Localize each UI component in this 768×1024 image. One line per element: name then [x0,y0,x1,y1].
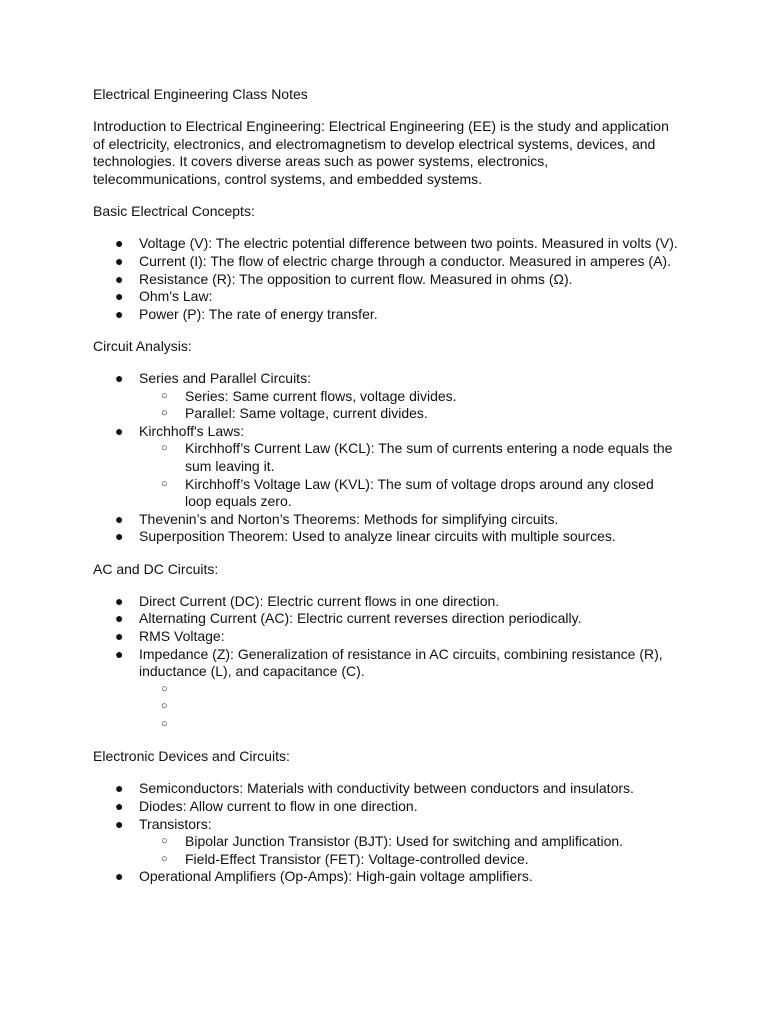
list-item: ● Semiconductors: Materials with conductivity between conductors and insulators. [115,780,634,797]
list-item: ● RMS Voltage: [115,628,225,644]
document-page [93,86,678,901]
hollow-bullet-icon: ○ [161,389,168,402]
circuit-analysis-list [93,370,678,546]
list-item: ● Diodes: Allow current to flow in one direction. [115,797,418,814]
intro-paragraph: Introduction to Electrical Engineering: Electrical Engineering (EE) is the study and application of electricity, electronics, and electromagnetism to develop electrical systems, devices, and technologies. It covers diverse areas such as power systems, electronics, telecommunications, control systems, and embedded systems. [93,118,669,187]
sublist [139,440,678,510]
bullet-icon: ● [115,780,124,797]
sublist-item: ○ Series: Same current flows, voltage divides. [161,387,457,404]
bullet-icon: ● [115,510,124,527]
bullet-icon: ● [115,528,124,545]
list-item: ● Impedance (Z): Generalization of resistance in AC circuits, combining resistance (R), inductance (L), and capacitance (C). ○ ○ ○ [93,646,678,734]
empty-sublist-item [139,681,678,699]
sublist [139,833,678,868]
bullet-icon: ● [115,797,124,814]
bullet-icon: ● [115,288,124,305]
section-heading-basic: Basic Electrical Concepts: [93,203,255,220]
hollow-bullet-icon: ○ [161,717,168,730]
bullet-icon: ● [115,305,124,322]
bullet-icon: ● [115,422,124,439]
bullet-icon: ● [115,235,124,252]
sublist-item: ○ Field-Effect Transistor (FET): Voltage-controlled device. [161,850,529,867]
empty-sublist [139,681,678,734]
hollow-bullet-icon: ○ [161,442,168,455]
hollow-bullet-icon: ○ [161,682,168,695]
list-item: ● Power (P): The rate of energy transfer. [115,305,378,322]
list-item: ● Ohm's Law: [115,288,213,305]
list-item: ● Thevenin’s and Norton’s Theorems: Methods for simplifying circuits. [115,510,559,527]
hollow-bullet-icon: ○ [161,852,168,865]
bullet-icon: ● [115,252,124,269]
list-item: ● Current (I): The flow of electric charge through a conductor. Measured in amperes (A). [115,252,671,269]
section-heading-devices: Electronic Devices and Circuits: [93,748,290,765]
bullet-icon: ● [115,815,124,832]
bullet-icon: ● [115,370,124,387]
sublist-item: ○ Kirchhoff’s Current Law (KCL): The sum of currents entering a node equals the sum leaving it. [161,440,673,475]
basic-concepts-list [93,235,678,323]
section-heading-acdc: AC and DC Circuits: [93,560,219,577]
sublist-item: ○ Bipolar Junction Transistor (BJT): Used for switching and amplification. [161,833,624,850]
bullet-icon: ● [115,270,124,287]
ac-dc-list [93,593,678,734]
empty-sublist-item [139,698,678,716]
bullet-icon: ● [115,868,124,885]
sublist [139,388,678,423]
bullet-icon: ● [115,645,124,662]
hollow-bullet-icon: ○ [161,407,168,420]
hollow-bullet-icon: ○ [161,700,168,713]
sublist-item: ○ Kirchhoff’s Voltage Law (KVL): The sum of voltage drops around any closed loop equals zero. [161,475,654,510]
hollow-bullet-icon: ○ [161,477,168,490]
section-heading-circuit: Circuit Analysis: [93,337,192,354]
list-item: ● Operational Amplifiers (Op-Amps): High-gain voltage amplifiers. [115,868,533,885]
list-item: ● Direct Current (DC): Electric current flows in one direction. [115,592,500,609]
bullet-icon: ● [115,628,124,644]
list-item: ● Superposition Theorem: Used to analyze linear circuits with multiple sources. [115,528,616,545]
hollow-bullet-icon: ○ [161,835,168,848]
list-item: ● Series and Parallel Circuits: ○ Series: Same current flows, voltage divides. ○ Parallel: Same voltage, current divides. [93,370,678,423]
bullet-icon: ● [115,592,124,609]
list-item: ● Kirchhoff's Laws: ○ Kirchhoff’s Current Law (KCL): The sum of currents entering a node equals the sum leaving it. ○ Kirchhoff’s Voltage Law (KVL): The sum of voltage drops around any closed loop equals zero. [93,423,678,511]
document-title: Electrical Engineering Class Notes [93,86,308,102]
list-item: ● Resistance (R): The opposition to current flow. Measured in ohms (Ω). [115,270,573,287]
sublist-item: ○ Parallel: Same voltage, current divides. [161,405,428,422]
bullet-icon: ● [115,610,124,627]
empty-sublist-item [139,716,678,734]
list-item: ● Transistors: ○ Bipolar Junction Transistor (BJT): Used for switching and amplification. ○ Field-Effect Transistor (FET): Voltage-controlled device. [93,816,678,869]
list-item: ● Voltage (V): The electric potential difference between two points. Measured in volts (V). [115,235,678,252]
list-item: ● Alternating Current (AC): Electric current reverses direction periodically. [115,610,582,627]
devices-list [93,780,678,886]
